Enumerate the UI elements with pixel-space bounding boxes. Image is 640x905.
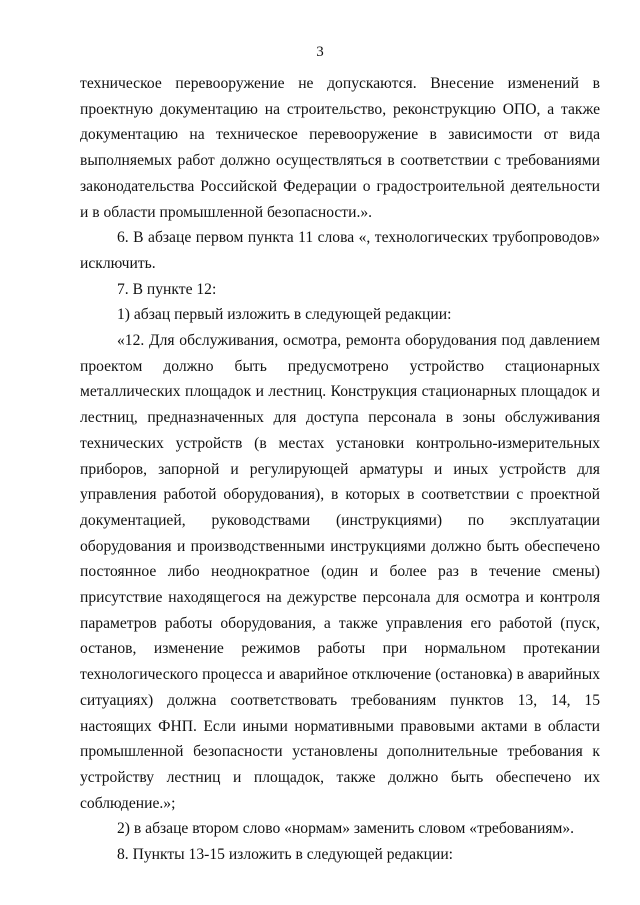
paragraph-subitem-7-1: 1) абзац первый изложить в следующей редакции: [117,306,452,324]
paragraph-quoted-point-12: «12. Для обслуживания, осмотра, ремонта оборудования под давлением проектом должно быть предусмотрено устройство стационарных металлических площадок и лестниц. Конструкция стационарных площадок и лестниц, предназначенных для доступа персонала в зоны обслуживания технических устройств (в местах установки контрольно-измерительных приборов, запорной и регулирующей арматуры и иных устройств для управления работой оборудования), в которых в соответствии с проектной документацией, руководствами (инструкциями) по эксплуатации оборудования и производственными инструкциями должно быть обеспечено постоянное либо неоднократное (один и более раз в течение смены) присутствие находящегося на дежурстве персонала для осмотра и контроля параметров работы оборудования, а также управления его работой (пуск, останов, изменение режимов работы при нормальном протекании технологического процесса и аварийное отключение (остановка) в аварийных ситуациях) должна соответствовать требованиям пунктов 13, 14, 15 настоящих ФНП. Если иными нормативными правовыми актами в области промышленной безопасности установлены дополнительные требования к устройству лестниц и площадок, также должно быть обеспечено их соблюдение.»; [80,332,600,812]
paragraph-subitem-7-2: 2) в абзаце втором слово «нормам» заменить словом «требованиям». [117,820,575,838]
paragraph-item-7: 7. В пункте 12: [117,280,217,298]
paragraph-item-6: 6. В абзаце первом пункта 11 слова «, технологических трубопроводов» исключить. [80,229,600,272]
page-number: 3 [316,44,324,60]
paragraph-continuation: техническое перевооружение не допускаются. Внесение изменений в проектную документацию на строительство, реконструкцию ОПО, а также документацию на техническое перевооружение в зависимости от вида выполняемых работ должно осуществляться в соответствии с требованиями законодательства Российской Федерации о градостроительной деятельности и в области промышленной безопасности.». [80,75,600,221]
document-body [80,71,600,868]
paragraph-item-8: 8. Пункты 13-15 изложить в следующей редакции: [117,846,454,864]
